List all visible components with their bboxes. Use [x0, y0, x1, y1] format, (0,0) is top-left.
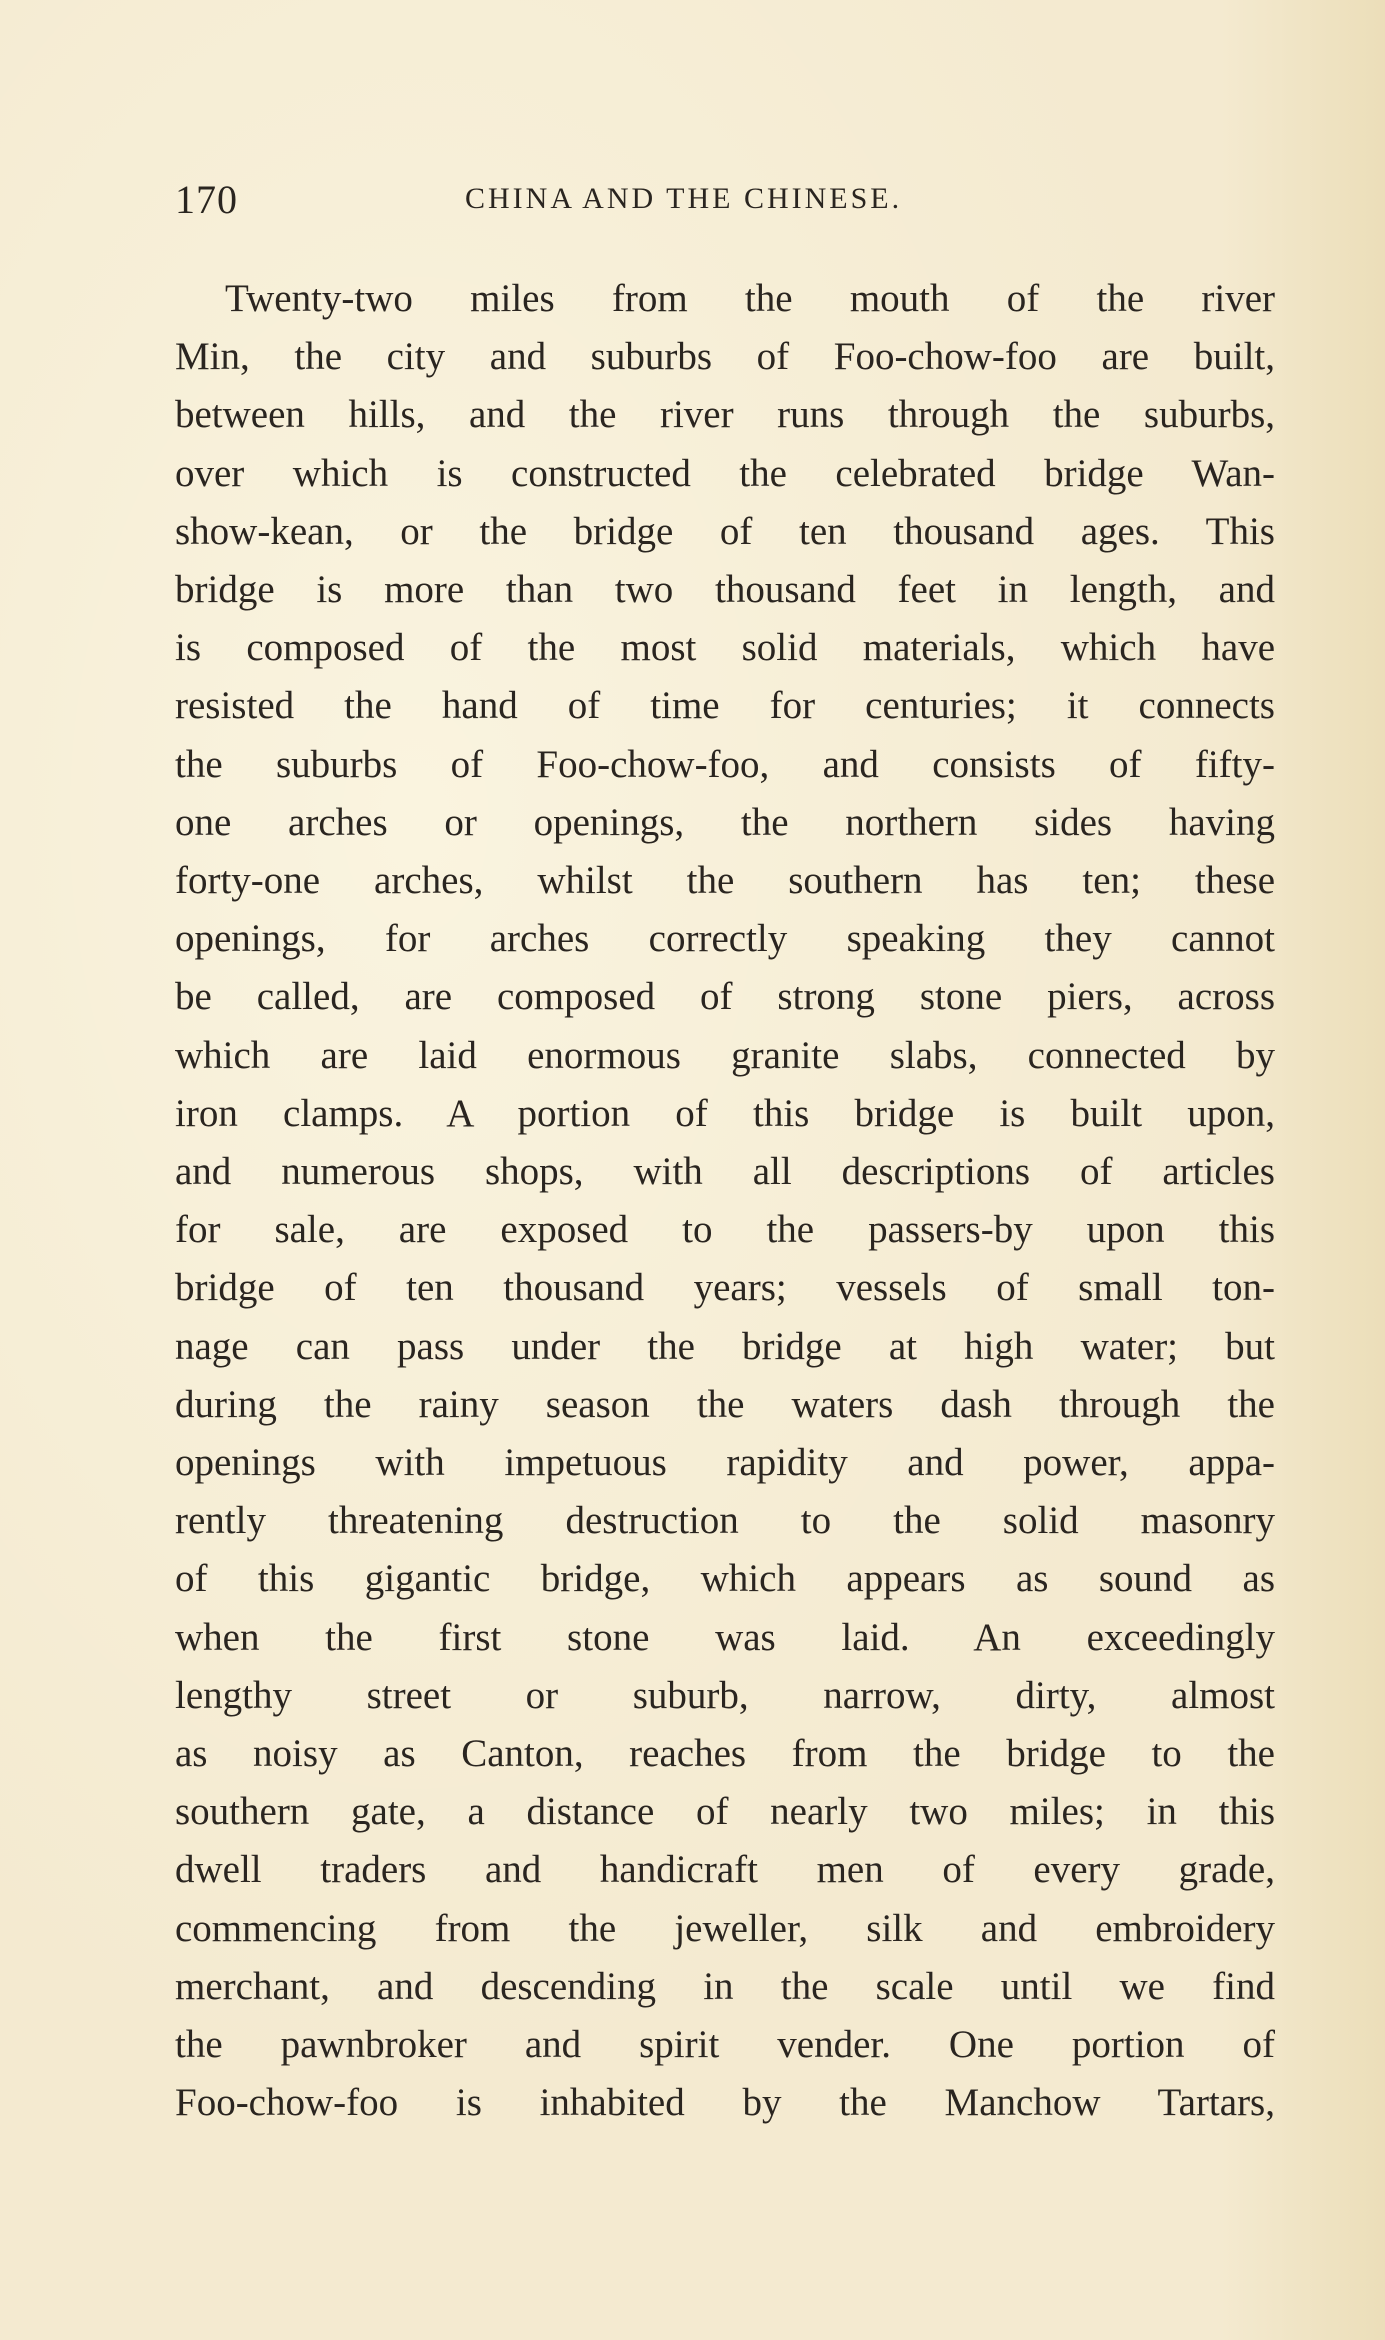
text-line: nage can pass under the bridge at high water; but: [175, 1324, 1275, 1368]
text-line: during the rainy season the waters dash through the: [175, 1382, 1275, 1426]
text-line: show-kean, or the bridge of ten thousand ages. This: [175, 509, 1275, 553]
text-line: between hills, and the river runs through the suburbs,: [175, 393, 1275, 437]
text-line: lengthy street or suburb, narrow, dirty, almost: [175, 1673, 1275, 1717]
text-line: bridge is more than two thousand feet in length, and: [175, 568, 1275, 612]
text-line: resisted the hand of time for centuries; it connects: [175, 684, 1275, 728]
body-paragraph: [175, 270, 1275, 2133]
text-line: is composed of the most solid materials, which have: [175, 626, 1275, 670]
text-line: dwell traders and handicraft men of every grade,: [175, 1848, 1275, 1892]
text-line: Twenty-two miles from the mouth of the river: [225, 277, 1275, 320]
text-line: Foo-chow-foo is inhabited by the Manchow Tartars,: [175, 2081, 1275, 2125]
text-line: Min, the city and suburbs of Foo-chow-foo are built,: [175, 335, 1275, 379]
text-line: of this gigantic bridge, which appears as sound as: [175, 1557, 1275, 1601]
text-line: when the first stone was laid. An exceedingly: [175, 1615, 1275, 1659]
text-line: one arches or openings, the northern sides having: [175, 800, 1275, 844]
text-line: the pawnbroker and spirit vender. One portion of: [175, 2023, 1275, 2067]
text-line: southern gate, a distance of nearly two miles; in this: [175, 1790, 1275, 1834]
text-line: commencing from the jeweller, silk and embroidery: [175, 1906, 1275, 1950]
text-line: which are laid enormous granite slabs, connected by: [175, 1033, 1275, 1077]
text-line: and numerous shops, with all descriptions of articles: [175, 1150, 1275, 1194]
text-line: be called, are composed of strong stone piers, across: [175, 975, 1275, 1019]
text-line: rently threatening destruction to the solid masonry: [175, 1499, 1275, 1543]
text-line: the suburbs of Foo-chow-foo, and consists of fifty-: [175, 742, 1275, 786]
page-number: 170: [175, 177, 238, 222]
text-line: bridge of ten thousand years; vessels of small ton-: [175, 1266, 1275, 1310]
text-line: over which is constructed the celebrated bridge Wan-: [175, 451, 1275, 495]
text-line: as noisy as Canton, reaches from the bridge to the: [175, 1732, 1275, 1776]
text-line: openings, for arches correctly speaking they cannot: [175, 917, 1275, 961]
text-line: openings with impetuous rapidity and power, appa-: [175, 1441, 1275, 1485]
text-line: for sale, are exposed to the passers-by upon this: [175, 1208, 1275, 1252]
text-line: forty-one arches, whilst the southern has ten; these: [175, 859, 1275, 903]
text-line: iron clamps. A portion of this bridge is built upon,: [175, 1091, 1275, 1135]
running-head: CHINA AND THE CHINESE.: [465, 182, 903, 215]
text-line: merchant, and descending in the scale until we find: [175, 1964, 1275, 2008]
page-header: [175, 176, 1295, 232]
